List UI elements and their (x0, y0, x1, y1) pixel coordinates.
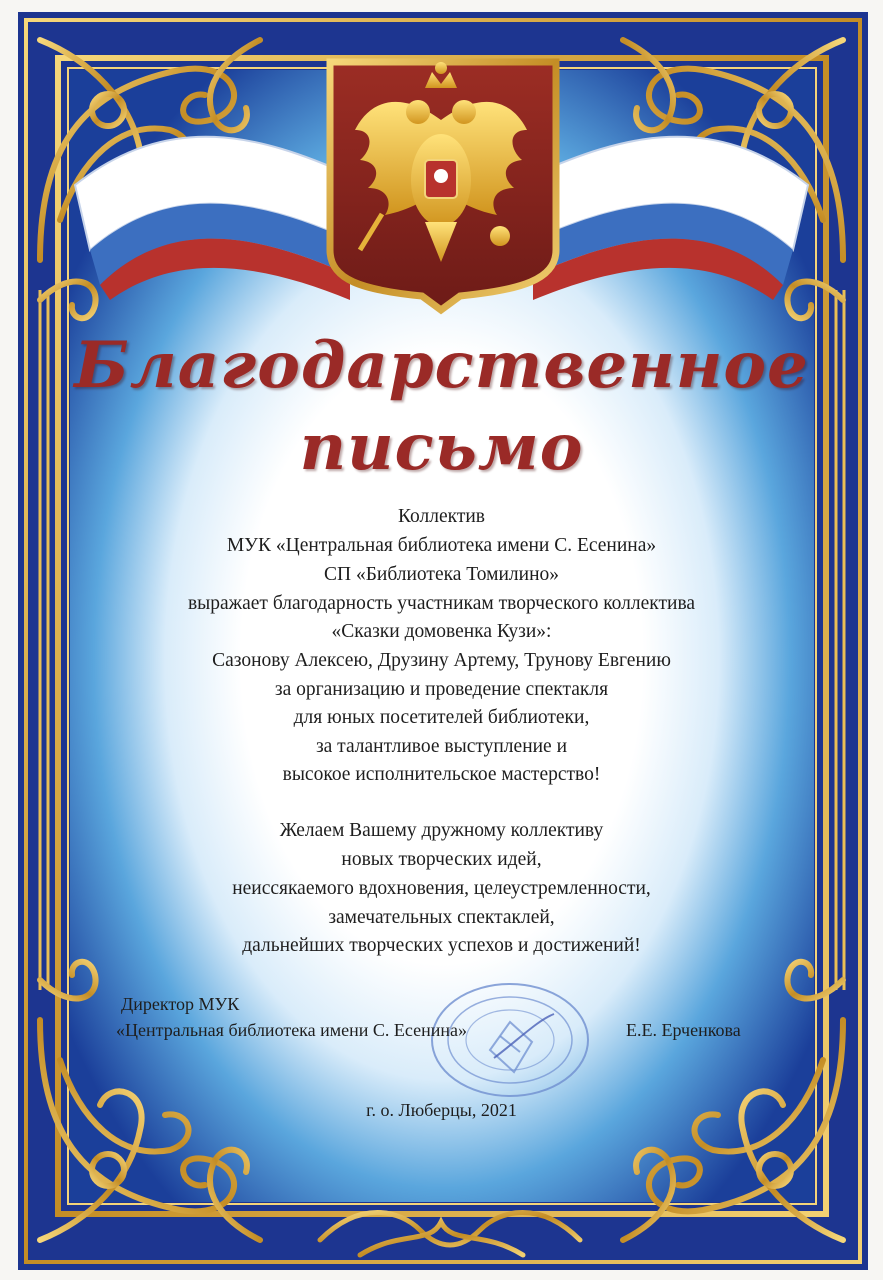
body-line: «Сказки домовенка Кузи»: (331, 621, 552, 642)
body-line: высокое исполнительское мастерство! (282, 764, 601, 785)
body-line: за талантливое выступление и (315, 736, 568, 757)
body-line: Коллектив (397, 506, 486, 527)
wish-line: Желаем Вашему дружному коллективу (279, 820, 604, 841)
body-line: выражает благодарность участникам творческого коллектива (187, 593, 696, 614)
russian-coat-of-arms-icon (330, 62, 556, 310)
wish-line: замечательных спектаклей, (328, 907, 555, 928)
body-line: для юных посетителей библиотеки, (293, 707, 590, 728)
signature-position-line-2: «Центральная библиотека имени С. Есенина» (116, 1020, 468, 1040)
wish-line: неиссякаемого вдохновения, целеустремленности, (232, 878, 651, 899)
title-line-2: письмо (299, 410, 584, 485)
body-line: МУК «Центральная библиотека имени С. Есенина» (226, 535, 657, 556)
signature-position-line-1: Директор МУК (121, 994, 240, 1014)
body-line: СП «Библиотека Томилино» (323, 564, 560, 585)
wish-line: новых творческих идей, (341, 849, 542, 870)
signature-name: Е.Е. Ерченкова (626, 1020, 741, 1040)
body-line: Сазонову Алексею, Друзину Артему, Трунову Евгению (212, 650, 671, 671)
title-line-1: Благодарственное (74, 328, 809, 403)
place-date: г. о. Люберцы, 2021 (366, 1100, 517, 1120)
wish-line: дальнейших творческих успехов и достижений! (242, 935, 641, 956)
body-line: за организацию и проведение спектакля (274, 679, 609, 700)
